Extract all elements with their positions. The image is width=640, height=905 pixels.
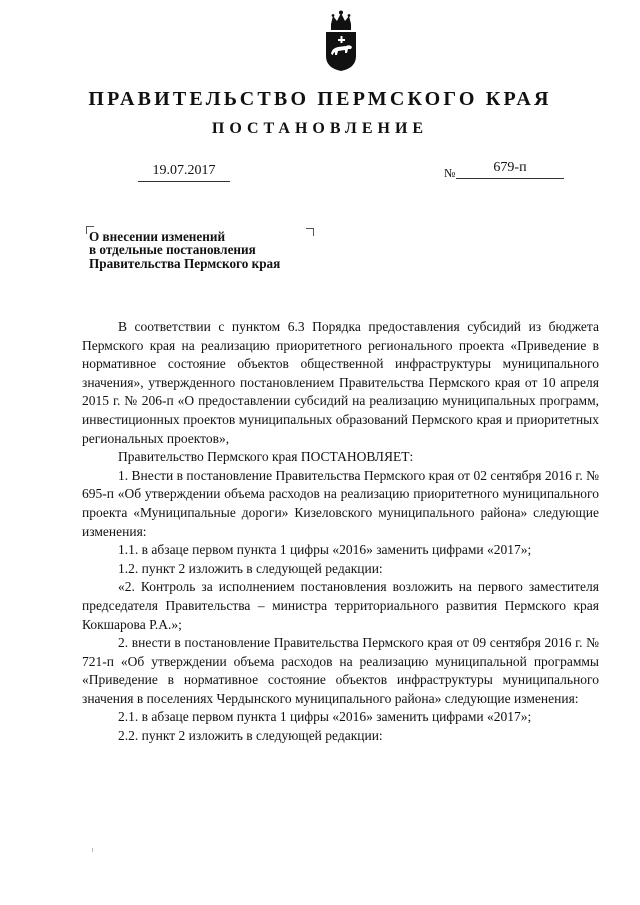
paragraph-item-2: 2. внести в постановление Правительства Пермского края от 09 сентября 2016 г. № 721-п «Об утверждении объема расходов на реализацию муниципальной программы «Приведение в нормативное состояние объектов инфраструктуры муниципального значения в поселениях Чердынского муниципального района» следующие изменения: [82, 635, 599, 706]
margin-mark [92, 848, 93, 852]
subject-line: Правительства Пермского края [89, 255, 281, 271]
document-date: 19.07.2017 [138, 163, 230, 182]
document-type: ПОСТАНОВЛЕНИЕ [211, 120, 429, 137]
paragraph-item-2-2: 2.2. пункт 2 изложить в следующей редакции: [118, 728, 383, 744]
document-body [82, 318, 599, 746]
subject-line: в отдельные постановления [89, 242, 256, 258]
paragraph-item-1-1: 1.1. в абзаце первом пункта 1 цифры «2016» заменить цифрами «2017»; [118, 542, 532, 558]
paragraph-preamble: В соответствии с пунктом 6.3 Порядка предоставления субсидий из бюджета Пермского края на реализацию приоритетного регионального проекта «Приведение в нормативное состояние объектов общественной инфраструктуры муниципального значения», утвержденного постановлением Правительства Пермского края от 10 апреля 2015 г. № 206-п «О предоставлении субсидий на реализацию муниципальных программ, инвестиционных проектов муниципальных образований Пермского края и приоритетных региональных проектов», [82, 319, 599, 446]
perm-krai-coat-of-arms-icon [324, 10, 358, 72]
paragraph-resolves: Правительство Пермского края ПОСТАНОВЛЯЕТ: [118, 449, 414, 465]
paragraph-item-1: 1. Внести в постановление Правительства Пермского края от 02 сентября 2016 г. № 695-п «Об утверждении объема расходов на реализацию приоритетного муниципального проекта «Муниципальные дороги» Кизеловского муниципального района» следующие изменения: [82, 467, 599, 539]
document-number: 679-п [456, 160, 564, 179]
document-subject [89, 230, 349, 270]
paragraph-item-2-1: 2.1. в абзаце первом пункта 1 цифры «2016» заменить цифрами «2017»; [118, 709, 532, 725]
paragraph-item-1-2: 1.2. пункт 2 изложить в следующей редакции: [118, 560, 383, 576]
subject-line: О внесении изменений [89, 229, 226, 244]
government-title: ПРАВИТЕЛЬСТВО ПЕРМСКОГО КРАЯ [88, 88, 552, 110]
paragraph-quoted-item-2: «2. Контроль за исполнением постановления возложить на первого заместителя председателя Правительства – министра территориального развития Пермского края Кокшарова Р.А.»; [82, 579, 599, 632]
number-sign: № [444, 166, 456, 180]
